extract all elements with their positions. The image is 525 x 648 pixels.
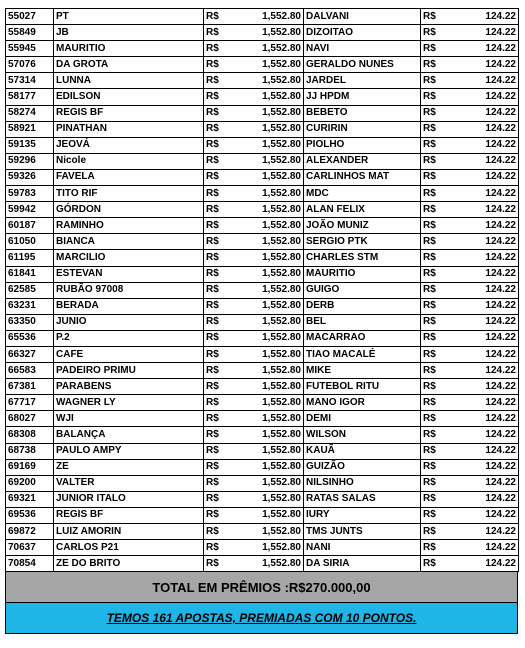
- currency-cell: R$: [204, 266, 222, 282]
- second-prize-value-cell: 124.22: [439, 218, 519, 234]
- table-row: [6, 169, 519, 185]
- table-row: [6, 298, 519, 314]
- table-row: [6, 491, 519, 507]
- winner-name-cell: REGIS BF: [54, 105, 204, 121]
- bet-id-cell: 65536: [6, 330, 54, 346]
- second-name-cell: BEBETO: [304, 105, 421, 121]
- winner-name-cell: PAULO AMPY: [54, 443, 204, 459]
- bet-id-cell: 55945: [6, 41, 54, 57]
- second-name-cell: DALVANI: [304, 9, 421, 25]
- currency-cell: R$: [421, 57, 439, 73]
- bet-id-cell: 70637: [6, 540, 54, 556]
- second-prize-value-cell: 124.22: [439, 202, 519, 218]
- currency-cell: R$: [204, 218, 222, 234]
- prize-value-cell: 1,552.80: [222, 379, 304, 395]
- winner-name-cell: CARLOS P21: [54, 540, 204, 556]
- prize-value-cell: 1,552.80: [222, 475, 304, 491]
- table-row: [6, 250, 519, 266]
- prize-value-cell: 1,552.80: [222, 41, 304, 57]
- prize-value-cell: 1,552.80: [222, 298, 304, 314]
- bet-id-cell: 63231: [6, 298, 54, 314]
- winner-name-cell: JUNIOR ITALO: [54, 491, 204, 507]
- currency-cell: R$: [204, 137, 222, 153]
- winner-name-cell: REGIS BF: [54, 507, 204, 523]
- currency-cell: R$: [204, 234, 222, 250]
- prize-value-cell: 1,552.80: [222, 169, 304, 185]
- second-prize-value-cell: 124.22: [439, 105, 519, 121]
- bet-id-cell: 59942: [6, 202, 54, 218]
- prize-value-cell: 1,552.80: [222, 121, 304, 137]
- second-name-cell: BEL: [304, 314, 421, 330]
- second-name-cell: CARLINHOS MAT: [304, 169, 421, 185]
- prize-value-cell: 1,552.80: [222, 395, 304, 411]
- currency-cell: R$: [421, 169, 439, 185]
- prize-value-cell: 1,552.80: [222, 153, 304, 169]
- prize-value-cell: 1,552.80: [222, 137, 304, 153]
- second-name-cell: FUTEBOL RITU: [304, 379, 421, 395]
- table-row: [6, 459, 519, 475]
- winner-name-cell: ZE: [54, 459, 204, 475]
- winner-name-cell: PADEIRO PRIMU: [54, 363, 204, 379]
- winner-name-cell: LUNNA: [54, 73, 204, 89]
- currency-cell: R$: [421, 427, 439, 443]
- winner-name-cell: WAGNER LY: [54, 395, 204, 411]
- winner-name-cell: DA GROTA: [54, 57, 204, 73]
- table-row: [6, 202, 519, 218]
- table-row: [6, 73, 519, 89]
- second-prize-value-cell: 124.22: [439, 411, 519, 427]
- prize-value-cell: 1,552.80: [222, 556, 304, 572]
- winner-name-cell: TITO RIF: [54, 186, 204, 202]
- table-row: [6, 314, 519, 330]
- prize-value-cell: 1,552.80: [222, 459, 304, 475]
- bets-note: TEMOS 161 APOSTAS, PREMIADAS COM 10 PONTOS.: [106, 611, 417, 626]
- prize-value-cell: 1,552.80: [222, 507, 304, 523]
- bet-id-cell: 58274: [6, 105, 54, 121]
- currency-cell: R$: [421, 346, 439, 362]
- currency-cell: R$: [421, 234, 439, 250]
- second-prize-value-cell: 124.22: [439, 346, 519, 362]
- bet-id-cell: 61841: [6, 266, 54, 282]
- winner-name-cell: JEOVÁ: [54, 137, 204, 153]
- winner-name-cell: Nicole: [54, 153, 204, 169]
- second-name-cell: JARDEL: [304, 73, 421, 89]
- bet-id-cell: 59783: [6, 186, 54, 202]
- currency-cell: R$: [421, 330, 439, 346]
- currency-cell: R$: [421, 266, 439, 282]
- table-row: [6, 153, 519, 169]
- prize-value-cell: 1,552.80: [222, 266, 304, 282]
- currency-cell: R$: [204, 491, 222, 507]
- second-name-cell: NAVI: [304, 41, 421, 57]
- currency-cell: R$: [204, 298, 222, 314]
- bet-id-cell: 58177: [6, 89, 54, 105]
- table-row: [6, 57, 519, 73]
- second-prize-value-cell: 124.22: [439, 443, 519, 459]
- currency-cell: R$: [204, 411, 222, 427]
- bet-id-cell: 68027: [6, 411, 54, 427]
- currency-cell: R$: [421, 25, 439, 41]
- bet-id-cell: 63350: [6, 314, 54, 330]
- second-name-cell: RATAS SALAS: [304, 491, 421, 507]
- second-name-cell: MDC: [304, 186, 421, 202]
- bet-id-cell: 66327: [6, 346, 54, 362]
- bet-id-cell: 61050: [6, 234, 54, 250]
- second-name-cell: KAUÃ: [304, 443, 421, 459]
- currency-cell: R$: [421, 41, 439, 57]
- second-prize-value-cell: 124.22: [439, 314, 519, 330]
- prize-value-cell: 1,552.80: [222, 25, 304, 41]
- bet-id-cell: 60187: [6, 218, 54, 234]
- currency-cell: R$: [421, 395, 439, 411]
- prize-value-cell: 1,552.80: [222, 186, 304, 202]
- bet-id-cell: 57076: [6, 57, 54, 73]
- bet-id-cell: 68738: [6, 443, 54, 459]
- currency-cell: R$: [204, 556, 222, 572]
- second-prize-value-cell: 124.22: [439, 395, 519, 411]
- currency-cell: R$: [204, 524, 222, 540]
- prize-value-cell: 1,552.80: [222, 443, 304, 459]
- bet-id-cell: 69872: [6, 524, 54, 540]
- currency-cell: R$: [204, 105, 222, 121]
- currency-cell: R$: [204, 330, 222, 346]
- second-prize-value-cell: 124.22: [439, 266, 519, 282]
- prize-value-cell: 1,552.80: [222, 89, 304, 105]
- second-name-cell: SERGIO PTK: [304, 234, 421, 250]
- table-row: [6, 89, 519, 105]
- currency-cell: R$: [204, 41, 222, 57]
- table-row: [6, 234, 519, 250]
- winner-name-cell: PT: [54, 9, 204, 25]
- winner-name-cell: PINATHAN: [54, 121, 204, 137]
- currency-cell: R$: [204, 363, 222, 379]
- bet-id-cell: 57314: [6, 73, 54, 89]
- table-row: [6, 9, 519, 25]
- winner-name-cell: RUBÃO 97008: [54, 282, 204, 298]
- table-row: [6, 282, 519, 298]
- second-prize-value-cell: 124.22: [439, 475, 519, 491]
- bet-id-cell: 55027: [6, 9, 54, 25]
- winner-name-cell: BIANCA: [54, 234, 204, 250]
- second-name-cell: DERB: [304, 298, 421, 314]
- second-prize-value-cell: 124.22: [439, 121, 519, 137]
- second-prize-value-cell: 124.22: [439, 459, 519, 475]
- currency-cell: R$: [421, 363, 439, 379]
- table-row: [6, 540, 519, 556]
- prize-value-cell: 1,552.80: [222, 73, 304, 89]
- prize-value-cell: 1,552.80: [222, 250, 304, 266]
- bet-id-cell: 59326: [6, 169, 54, 185]
- second-prize-value-cell: 124.22: [439, 169, 519, 185]
- winner-name-cell: CAFE: [54, 346, 204, 362]
- second-prize-value-cell: 124.22: [439, 186, 519, 202]
- winner-name-cell: MAURITIO: [54, 41, 204, 57]
- currency-cell: R$: [204, 9, 222, 25]
- table-row: [6, 411, 519, 427]
- second-prize-value-cell: 124.22: [439, 153, 519, 169]
- currency-cell: R$: [421, 556, 439, 572]
- winner-name-cell: MARCILIO: [54, 250, 204, 266]
- bet-id-cell: 69169: [6, 459, 54, 475]
- prize-value-cell: 1,552.80: [222, 524, 304, 540]
- currency-cell: R$: [204, 121, 222, 137]
- bet-id-cell: 67381: [6, 379, 54, 395]
- currency-cell: R$: [204, 540, 222, 556]
- currency-cell: R$: [421, 475, 439, 491]
- currency-cell: R$: [421, 411, 439, 427]
- bet-id-cell: 70854: [6, 556, 54, 572]
- winner-name-cell: JB: [54, 25, 204, 41]
- second-name-cell: TMS JUNTS: [304, 524, 421, 540]
- second-prize-value-cell: 124.22: [439, 9, 519, 25]
- table-row: [6, 218, 519, 234]
- prize-value-cell: 1,552.80: [222, 105, 304, 121]
- second-name-cell: TIAO MACALÉ: [304, 346, 421, 362]
- second-name-cell: DA SIRIA: [304, 556, 421, 572]
- prize-value-cell: 1,552.80: [222, 411, 304, 427]
- prize-value-cell: 1,552.80: [222, 218, 304, 234]
- second-name-cell: JJ HPDM: [304, 89, 421, 105]
- second-name-cell: MANO IGOR: [304, 395, 421, 411]
- currency-cell: R$: [204, 459, 222, 475]
- prize-value-cell: 1,552.80: [222, 540, 304, 556]
- currency-cell: R$: [204, 186, 222, 202]
- currency-cell: R$: [204, 395, 222, 411]
- currency-cell: R$: [204, 73, 222, 89]
- second-prize-value-cell: 124.22: [439, 298, 519, 314]
- currency-cell: R$: [204, 427, 222, 443]
- second-name-cell: PIOLHO: [304, 137, 421, 153]
- second-prize-value-cell: 124.22: [439, 57, 519, 73]
- second-name-cell: GUIZÃO: [304, 459, 421, 475]
- second-name-cell: CURIRIN: [304, 121, 421, 137]
- bet-id-cell: 58921: [6, 121, 54, 137]
- second-name-cell: JOÃO MUNIZ: [304, 218, 421, 234]
- winner-name-cell: GÓRDON: [54, 202, 204, 218]
- prize-value-cell: 1,552.80: [222, 491, 304, 507]
- currency-cell: R$: [421, 379, 439, 395]
- second-prize-value-cell: 124.22: [439, 89, 519, 105]
- currency-cell: R$: [421, 524, 439, 540]
- prize-value-cell: 1,552.80: [222, 330, 304, 346]
- bet-id-cell: 69321: [6, 491, 54, 507]
- table-row: [6, 41, 519, 57]
- currency-cell: R$: [204, 379, 222, 395]
- currency-cell: R$: [204, 475, 222, 491]
- bet-id-cell: 55849: [6, 25, 54, 41]
- table-row: [6, 379, 519, 395]
- prize-value-cell: 1,552.80: [222, 202, 304, 218]
- table-row: [6, 121, 519, 137]
- total-prizes-label: TOTAL EM PRÊMIOS :R$270.000,00: [152, 579, 371, 595]
- currency-cell: R$: [204, 346, 222, 362]
- second-name-cell: NILSINHO: [304, 475, 421, 491]
- prize-value-cell: 1,552.80: [222, 234, 304, 250]
- bet-id-cell: 61195: [6, 250, 54, 266]
- second-name-cell: GUIGO: [304, 282, 421, 298]
- currency-cell: R$: [204, 57, 222, 73]
- table-row: [6, 507, 519, 523]
- prize-value-cell: 1,552.80: [222, 57, 304, 73]
- second-prize-value-cell: 124.22: [439, 330, 519, 346]
- second-prize-value-cell: 124.22: [439, 234, 519, 250]
- currency-cell: R$: [204, 169, 222, 185]
- second-prize-value-cell: 124.22: [439, 137, 519, 153]
- currency-cell: R$: [421, 298, 439, 314]
- second-prize-value-cell: 124.22: [439, 507, 519, 523]
- currency-cell: R$: [421, 202, 439, 218]
- currency-cell: R$: [421, 507, 439, 523]
- currency-cell: R$: [204, 314, 222, 330]
- currency-cell: R$: [421, 9, 439, 25]
- winner-name-cell: JUNIO: [54, 314, 204, 330]
- winner-name-cell: LUIZ AMORIN: [54, 524, 204, 540]
- second-name-cell: MACARRAO: [304, 330, 421, 346]
- table-row: [6, 266, 519, 282]
- currency-cell: R$: [421, 443, 439, 459]
- second-name-cell: ALEXANDER: [304, 153, 421, 169]
- winner-name-cell: BALANÇA: [54, 427, 204, 443]
- second-prize-value-cell: 124.22: [439, 41, 519, 57]
- currency-cell: R$: [204, 89, 222, 105]
- table-row: [6, 427, 519, 443]
- currency-cell: R$: [421, 218, 439, 234]
- second-name-cell: ALAN FELIX: [304, 202, 421, 218]
- winner-name-cell: ESTEVAN: [54, 266, 204, 282]
- table-row: [6, 395, 519, 411]
- table-row: [6, 443, 519, 459]
- table-row: [6, 363, 519, 379]
- currency-cell: R$: [204, 202, 222, 218]
- winner-name-cell: EDILSON: [54, 89, 204, 105]
- prize-value-cell: 1,552.80: [222, 314, 304, 330]
- total-prizes-bar: [5, 572, 518, 603]
- table-row: [6, 105, 519, 121]
- currency-cell: R$: [204, 507, 222, 523]
- second-name-cell: MAURITIO: [304, 266, 421, 282]
- table-row: [6, 524, 519, 540]
- results-rows: [6, 9, 519, 572]
- second-name-cell: CHARLES STM: [304, 250, 421, 266]
- currency-cell: R$: [204, 153, 222, 169]
- prize-value-cell: 1,552.80: [222, 363, 304, 379]
- results-sheet: [5, 8, 518, 634]
- winner-name-cell: PARABENS: [54, 379, 204, 395]
- second-prize-value-cell: 124.22: [439, 427, 519, 443]
- table-row: [6, 346, 519, 362]
- bet-id-cell: 69536: [6, 507, 54, 523]
- currency-cell: R$: [421, 105, 439, 121]
- second-prize-value-cell: 124.22: [439, 491, 519, 507]
- currency-cell: R$: [204, 443, 222, 459]
- second-prize-value-cell: 124.22: [439, 282, 519, 298]
- bet-id-cell: 62585: [6, 282, 54, 298]
- currency-cell: R$: [421, 89, 439, 105]
- currency-cell: R$: [421, 491, 439, 507]
- prize-value-cell: 1,552.80: [222, 427, 304, 443]
- second-name-cell: DEMI: [304, 411, 421, 427]
- second-name-cell: WILSON: [304, 427, 421, 443]
- second-prize-value-cell: 124.22: [439, 524, 519, 540]
- second-name-cell: NANI: [304, 540, 421, 556]
- second-prize-value-cell: 124.22: [439, 363, 519, 379]
- currency-cell: R$: [204, 250, 222, 266]
- second-prize-value-cell: 124.22: [439, 379, 519, 395]
- results-table: [5, 8, 519, 572]
- bet-id-cell: 68308: [6, 427, 54, 443]
- second-prize-value-cell: 124.22: [439, 250, 519, 266]
- second-prize-value-cell: 124.22: [439, 73, 519, 89]
- winner-name-cell: ZE DO BRITO: [54, 556, 204, 572]
- second-name-cell: MIKE: [304, 363, 421, 379]
- second-name-cell: GERALDO NUNES: [304, 57, 421, 73]
- winner-name-cell: WJI: [54, 411, 204, 427]
- currency-cell: R$: [421, 121, 439, 137]
- prize-value-cell: 1,552.80: [222, 282, 304, 298]
- bet-id-cell: 59296: [6, 153, 54, 169]
- currency-cell: R$: [421, 186, 439, 202]
- bet-id-cell: 66583: [6, 363, 54, 379]
- prize-value-cell: 1,552.80: [222, 9, 304, 25]
- currency-cell: R$: [421, 282, 439, 298]
- winner-name-cell: BERADA: [54, 298, 204, 314]
- currency-cell: R$: [421, 73, 439, 89]
- second-name-cell: IURY: [304, 507, 421, 523]
- second-prize-value-cell: 124.22: [439, 540, 519, 556]
- currency-cell: R$: [421, 314, 439, 330]
- second-name-cell: DIZOITAO: [304, 25, 421, 41]
- bets-note-bar: [5, 603, 518, 634]
- table-row: [6, 25, 519, 41]
- prize-value-cell: 1,552.80: [222, 346, 304, 362]
- second-prize-value-cell: 124.22: [439, 556, 519, 572]
- table-row: [6, 186, 519, 202]
- table-row: [6, 137, 519, 153]
- winner-name-cell: P.2: [54, 330, 204, 346]
- currency-cell: R$: [421, 137, 439, 153]
- bet-id-cell: 67717: [6, 395, 54, 411]
- currency-cell: R$: [204, 282, 222, 298]
- table-row: [6, 475, 519, 491]
- winner-name-cell: VALTER: [54, 475, 204, 491]
- table-row: [6, 556, 519, 572]
- table-row: [6, 330, 519, 346]
- bet-id-cell: 59135: [6, 137, 54, 153]
- currency-cell: R$: [421, 153, 439, 169]
- winner-name-cell: FAVELA: [54, 169, 204, 185]
- winner-name-cell: RAMINHO: [54, 218, 204, 234]
- bet-id-cell: 69200: [6, 475, 54, 491]
- currency-cell: R$: [421, 540, 439, 556]
- currency-cell: R$: [421, 250, 439, 266]
- currency-cell: R$: [421, 459, 439, 475]
- second-prize-value-cell: 124.22: [439, 25, 519, 41]
- currency-cell: R$: [204, 25, 222, 41]
